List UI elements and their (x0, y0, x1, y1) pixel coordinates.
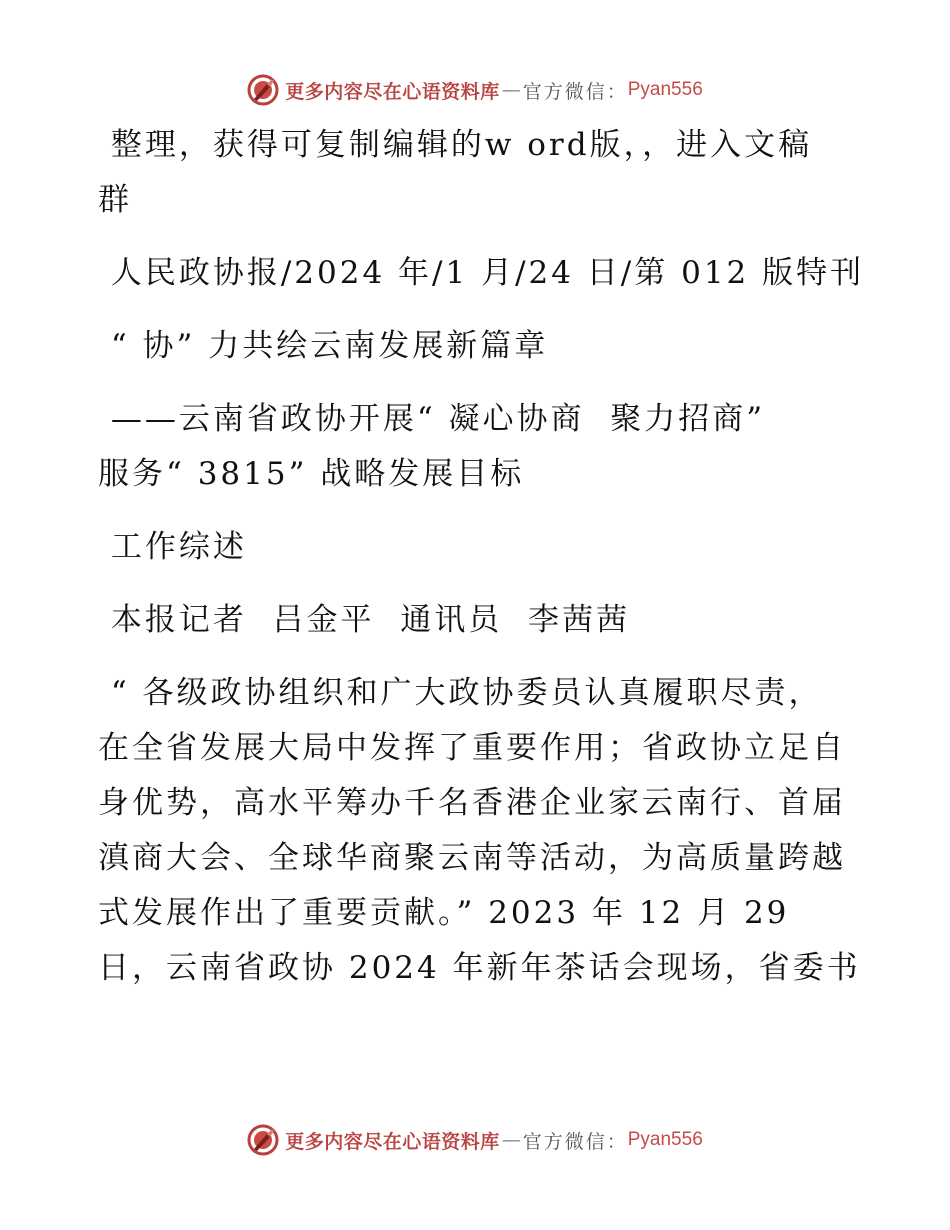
source-line: 人民政协报/2024 年/1 月/24 日/第 012 版特刊 (98, 255, 865, 291)
watermark-wechat-id: Pyan556 (627, 79, 703, 100)
pen-circle-logo-icon (247, 1124, 279, 1156)
paragraph-line-1: “ 各级政协组织和广大政协委员认真履职尽责， (98, 675, 823, 711)
watermark-dash: — (501, 79, 521, 101)
paragraph-line-2: 在全省发展大局中发挥了重要作用；省政协立足自 (98, 730, 846, 766)
paragraph-line-5: 式发展作出了重要贡献。” 2023 年 12 月 29 (98, 895, 790, 931)
intro-line-2: 群 (98, 182, 132, 218)
pen-circle-logo-icon (247, 74, 279, 106)
paragraph-line-4: 滇商大会、全球华商聚云南等活动，为高质量跨越 (98, 840, 846, 876)
header-watermark (0, 72, 950, 108)
subtitle-line-2: 服务“ 3815” 战略发展目标 (98, 456, 525, 492)
article-title: “ 协” 力共绘云南发展新篇章 (98, 328, 549, 364)
section-heading: 工作综述 (98, 529, 247, 565)
watermark-dash: — (501, 1129, 521, 1151)
document-body (98, 118, 865, 996)
byline: 本报记者 吕金平 通讯员 李茜茜 (98, 602, 630, 638)
footer-watermark (0, 1122, 950, 1158)
subtitle-line-1: ——云南省政协开展“ 凝心协商 聚力招商” (98, 401, 766, 437)
paragraph-line-6: 日，云南省政协 2024 年新年茶话会现场，省委书 (98, 950, 861, 986)
watermark-wechat-id: Pyan556 (627, 1129, 703, 1150)
intro-line-1: 整理，获得可复制编辑的w ord版，，进入文稿 (98, 127, 813, 163)
watermark-brand: 更多内容尽在心语资料库 (285, 80, 500, 103)
watermark-label: 官方微信： (522, 1130, 628, 1153)
watermark-label: 官方微信： (522, 80, 628, 103)
watermark-brand: 更多内容尽在心语资料库 (285, 1130, 500, 1153)
paragraph-line-3: 身优势，高水平筹办千名香港企业家云南行、首届 (98, 785, 846, 821)
